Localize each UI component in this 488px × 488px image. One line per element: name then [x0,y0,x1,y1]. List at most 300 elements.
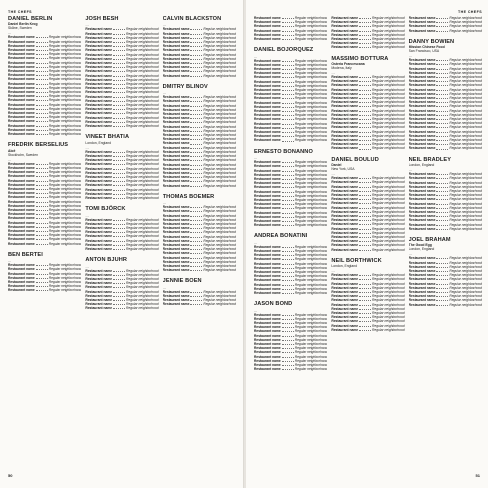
chef-entry [331,16,404,50]
recommendation-type: Regular neighborhood [372,96,405,101]
recommendation-name: Restaurant name [331,176,359,181]
recommendation-name: Restaurant name [162,95,190,100]
recommendation-type: Regular neighborhood [372,188,405,193]
recommendation-type: Regular neighborhood [126,246,159,251]
recommendation-name: Restaurant name [408,285,436,290]
dot-leader [113,226,125,229]
recommendation-type: Regular neighborhood [294,197,328,202]
recommendation-type: Regular neighborhood [126,73,159,78]
dot-leader [113,154,125,157]
dot-leader [359,193,371,196]
recommendation-type: Regular neighborhood [372,37,405,42]
recommendation-type: Regular neighborhood [294,367,328,372]
recommendation-name: Restaurant name [8,279,35,284]
recommendation-type: Regular neighborhood [372,218,405,223]
dot-leader [282,355,294,358]
recommendation-type: Regular neighborhood [294,79,328,84]
recommendation-row [409,29,482,33]
recommendation-name: Restaurant name [8,178,35,183]
recommendation-type: Regular neighborhood [449,16,482,20]
recommendation-type: Regular neighborhood [449,201,482,206]
dot-leader [36,170,48,173]
dot-leader [436,176,448,179]
recommendation-type: Regular neighborhood [126,27,159,32]
chef-description: … [85,264,89,269]
recommendation-type: Regular neighborhood [372,234,405,239]
recommendation-type: Regular neighborhood [48,123,82,128]
recommendation-name: Restaurant name [85,289,113,294]
recommendation-type: Regular neighborhood [449,298,482,303]
recommendation-name: Restaurant name [85,191,113,196]
dot-leader [359,206,371,209]
dot-leader [113,306,125,309]
recommendation-name: Restaurant name [85,183,113,188]
recommendation-type: Regular neighborhood [126,103,159,108]
recommendation-name: Restaurant name [8,106,35,111]
recommendation-name: Restaurant name [8,98,35,103]
recommendation-name: Restaurant name [162,268,190,273]
recommendation-type: Regular neighborhood [372,323,405,328]
recommendation-type: Regular neighborhood [203,95,236,100]
dot-leader [359,243,371,246]
recommendation-name: Restaurant name [408,256,436,261]
dot-leader [436,113,448,116]
recommendation-name: Restaurant name [85,221,113,226]
recommendation-type: Regular neighborhood [449,138,482,143]
running-head-right: THE CHEFS [458,10,482,14]
recommendation-type: Regular neighborhood [203,255,236,260]
dot-leader [359,319,371,322]
dot-leader [282,342,294,345]
recommendation-type: Regular neighborhood [48,52,82,57]
dot-leader [36,191,48,194]
recommendation-name: Restaurant name [331,247,359,252]
recommendation-name: Restaurant name [85,306,113,311]
dot-leader [436,117,448,120]
recommendation-type: Regular neighborhood [449,281,482,286]
recommendation-type: Regular neighborhood [372,79,405,84]
recommendation-type: Regular neighborhood [126,225,159,230]
dot-leader [359,227,371,230]
recommendation-type: Regular neighborhood [126,293,159,298]
dot-leader [190,137,202,140]
recommendation-type: Regular neighborhood [203,133,236,138]
recommendation-name: Restaurant name [254,109,281,114]
dot-leader [36,90,48,93]
dot-leader [436,206,448,209]
dot-leader [36,179,48,182]
recommendation-name: Restaurant name [8,263,35,268]
chef-name: JENNIE BOEN [162,278,202,285]
recommendation-type: Regular neighborhood [372,146,405,151]
dot-leader [359,189,371,192]
recommendation-name: Restaurant name [408,91,436,96]
recommendation-type: Regular neighborhood [48,224,82,229]
recommendation-name: Restaurant name [408,197,436,202]
recommendation-name: Restaurant name [85,119,113,124]
recommendation-type: Regular neighborhood [294,28,328,33]
recommendation-type: Regular neighborhood [203,302,236,307]
recommendation-name: Restaurant name [408,117,436,122]
dot-leader [190,112,202,115]
recommendation-type: Regular neighborhood [449,205,482,210]
dot-leader [36,208,48,211]
recommendation-name: Restaurant name [85,94,113,99]
dot-leader [359,294,371,297]
recommendation-type: Regular neighborhood [449,285,482,290]
recommendation-name: Restaurant name [254,138,281,143]
dot-leader [190,116,202,119]
recommendation-type: Regular neighborhood [48,212,82,217]
recommendation-name: Restaurant name [254,24,281,29]
dot-leader [113,82,125,85]
recommendation-name: Restaurant name [331,96,359,101]
chef-entry [85,206,158,251]
recommendation-type: Regular neighborhood [48,228,82,233]
dot-leader [436,92,448,95]
recommendation-name: Restaurant name [254,274,281,279]
dot-leader [436,265,448,268]
dot-leader [359,298,371,301]
recommendation-type: Regular neighborhood [449,294,482,299]
dot-leader [36,162,48,165]
recommendation-name: Restaurant name [254,71,281,76]
recommendation-name: Restaurant name [254,290,281,295]
recommendation-name: Restaurant name [331,91,359,96]
recommendation-type: Regular neighborhood [294,223,328,228]
recommendation-type: Regular neighborhood [294,358,328,363]
dot-leader [436,181,448,184]
recommendation-name: Restaurant name [254,125,281,130]
recommendation-name: Restaurant name [254,325,281,330]
recommendation-name: Restaurant name [254,321,281,325]
recommendation-type: Regular neighborhood [449,129,482,134]
recommendation-name: Restaurant name [331,20,359,25]
recommendation-name: Restaurant name [8,271,35,276]
dot-leader [359,146,371,149]
recommendation-name: Restaurant name [408,172,436,177]
recommendation-name: Restaurant name [8,288,35,293]
recommendation-name: Restaurant name [8,199,35,204]
dot-leader [113,183,125,186]
chef-name: THOMAS BOEMER [162,193,215,200]
dot-leader [36,124,48,127]
recommendation-type: Regular neighborhood [126,90,159,95]
recommendation-name: Restaurant name [331,298,359,303]
dot-leader [36,128,48,131]
recommendation-name: Restaurant name [8,81,35,86]
recommendation-name: Restaurant name [162,179,190,184]
restaurant-location: Stockholm, Sweden [8,152,38,157]
recommendation-name: Restaurant name [408,75,436,80]
recommendation-type: Regular neighborhood [126,174,159,179]
dot-leader [436,290,448,293]
dot-leader [36,111,48,114]
recommendation-type: Regular neighborhood [203,268,236,273]
dot-leader [113,196,125,199]
recommendation-type: Regular neighborhood [294,312,328,317]
recommendation-type: Regular neighborhood [203,145,236,150]
dot-leader [282,164,294,167]
recommendation-name: Restaurant name [162,298,190,303]
recommendation-row [409,303,482,307]
dot-leader [190,158,202,161]
dot-leader [190,239,202,242]
recommendation-name: Restaurant name [85,195,113,200]
recommendation-type: Regular neighborhood [48,64,82,69]
recommendation-name: Restaurant name [408,302,436,307]
recommendation-name: Restaurant name [254,58,281,63]
recommendation-name: Restaurant name [85,293,113,298]
chef-entry [409,16,482,33]
dot-leader [36,56,48,59]
chef-description: … [8,259,12,264]
recommendation-type: Regular neighborhood [203,209,236,214]
recommendation-name: Restaurant name [331,112,359,117]
dot-leader [359,113,371,116]
recommendation-type: Regular neighborhood [203,242,236,247]
recommendation-type: Regular neighborhood [126,35,159,40]
recommendation-type: Regular neighborhood [48,284,82,289]
recommendation-row [254,367,327,371]
recommendation-row [331,248,404,252]
restaurant-location: London, England [408,247,435,252]
dot-leader [113,171,125,174]
recommendation-type: Regular neighborhood [48,186,82,191]
recommendation-name: Restaurant name [8,60,35,65]
recommendation-type: Regular neighborhood [294,244,328,249]
dot-leader [190,175,202,178]
dot-leader [359,277,371,280]
dot-leader [359,282,371,285]
recommendation-name: Restaurant name [331,323,359,328]
recommendation-name: Restaurant name [254,244,281,249]
recommendation-type: Regular neighborhood [294,253,328,258]
chef-entry [254,16,327,41]
recommendation-name: Restaurant name [85,149,113,154]
recommendation-name: Restaurant name [331,100,359,105]
recommendation-type: Regular neighborhood [126,242,159,247]
recommendation-name: Restaurant name [254,282,281,287]
recommendation-name: Restaurant name [331,24,359,29]
recommendation-type: Regular neighborhood [48,56,82,61]
recommendation-type: Regular neighborhood [294,168,328,173]
dot-leader [282,359,294,362]
recommendation-type: Regular neighborhood [449,96,482,101]
recommendation-type: Regular neighborhood [372,209,405,214]
chef-entry [163,194,236,273]
recommendation-name: Restaurant name [85,242,113,247]
dot-leader [113,162,125,165]
recommendation-type: Regular neighborhood [372,243,405,248]
recommendation-type: Regular neighborhood [372,45,405,50]
recommendation-type: Regular neighborhood [48,69,82,74]
recommendation-name: Restaurant name [254,104,281,109]
recommendation-name: Restaurant name [162,141,190,146]
recommendation-name: Restaurant name [162,293,190,298]
recommendation-name: Restaurant name [331,37,359,42]
recommendation-name: Restaurant name [85,107,113,112]
recommendation-type: Regular neighborhood [48,275,82,280]
recommendation-row [163,184,236,188]
dot-leader [113,40,125,43]
recommendation-name: Restaurant name [162,183,190,188]
recommendation-type: Regular neighborhood [48,165,82,170]
dot-leader [436,146,448,149]
recommendation-name: Restaurant name [162,234,190,239]
restaurant-location: London, England [408,163,435,168]
dot-leader [436,261,448,264]
chef-entry [85,16,158,128]
recommendation-type: Regular neighborhood [372,281,405,286]
recommendation-type: Regular neighborhood [372,142,405,147]
dot-leader [282,109,294,112]
recommendation-row [163,268,236,272]
dot-leader [436,294,448,297]
recommendation-type: Regular neighborhood [372,104,405,109]
recommendation-type: Regular neighborhood [48,288,82,293]
chef-entry [8,16,81,136]
recommendation-name: Restaurant name [85,124,113,129]
dot-leader [190,48,202,51]
dot-leader [113,179,125,182]
restaurant-name: Mission Chinese Food [408,45,445,50]
recommendation-type: Regular neighborhood [372,222,405,227]
recommendation-type: Regular neighborhood [294,58,328,63]
chef-description: … [162,91,167,96]
recommendation-type: Regular neighborhood [48,191,82,196]
dot-leader [190,27,202,30]
recommendation-name: Restaurant name [331,16,359,20]
dot-leader [190,171,202,174]
dot-leader [36,200,48,203]
recommendation-type: Regular neighborhood [449,66,482,71]
recommendation-name: Restaurant name [408,188,436,193]
chef-description: … [408,54,413,59]
recommendation-type: Regular neighborhood [294,62,328,67]
recommendation-name: Restaurant name [162,112,190,117]
recommendation-type: Regular neighborhood [48,279,82,284]
dot-leader [282,37,294,40]
recommendation-name: Restaurant name [85,179,113,184]
dot-leader [36,94,48,97]
recommendation-name: Restaurant name [162,263,190,268]
recommendation-name: Restaurant name [254,197,281,202]
recommendation-type: Regular neighborhood [203,56,236,61]
recommendation-name: Restaurant name [8,132,35,137]
recommendation-name: Restaurant name [331,184,359,189]
chef-entry [8,142,81,245]
recommendation-type: Regular neighborhood [48,127,82,132]
recommendation-type: Regular neighborhood [203,154,236,159]
dot-leader [282,63,294,66]
dot-leader [113,150,125,153]
recommendation-name: Restaurant name [254,79,281,84]
recommendation-name: Restaurant name [331,209,359,214]
dot-leader [113,48,125,51]
recommendation-type: Regular neighborhood [294,214,328,219]
recommendation-name: Restaurant name [331,180,359,185]
recommendation-type: Regular neighborhood [48,195,82,200]
page-number-right: 51 [475,473,480,478]
recommendation-name: Restaurant name [408,58,436,63]
recommendation-row [163,302,236,306]
dot-leader [190,32,202,35]
recommendation-name: Restaurant name [331,188,359,193]
recommendation-name: Restaurant name [162,289,190,294]
dot-leader [359,121,371,124]
recommendation-type: Regular neighborhood [294,181,328,186]
recommendation-name: Restaurant name [408,268,436,273]
recommendation-name: Restaurant name [254,193,281,198]
recommendation-name: Restaurant name [254,181,281,186]
recommendation-type: Regular neighborhood [126,306,159,311]
recommendation-type: Regular neighborhood [203,116,236,121]
right-page [246,0,488,488]
recommendation-type: Regular neighborhood [203,112,236,117]
recommendation-type: Regular neighborhood [372,285,405,290]
recommendation-type: Regular neighborhood [48,111,82,116]
recommendation-name: Restaurant name [85,115,113,120]
recommendation-name: Restaurant name [254,316,281,321]
dot-leader [436,96,448,99]
recommendation-type: Regular neighborhood [126,162,159,167]
recommendation-name: Restaurant name [254,130,281,135]
dot-leader [359,231,371,234]
recommendation-name: Restaurant name [162,242,190,247]
restaurant-location: Skåne, Sweden [8,26,32,31]
recommendation-name: Restaurant name [8,48,35,53]
dot-leader [436,125,448,128]
dot-leader [36,272,48,275]
recommendation-name: Restaurant name [408,260,436,265]
recommendation-name: Restaurant name [162,35,190,40]
dot-leader [36,82,48,85]
dot-leader [190,150,202,153]
recommendation-type: Regular neighborhood [294,269,328,274]
recommendation-name: Restaurant name [8,203,35,208]
recommendation-name: Restaurant name [8,119,35,124]
recommendation-type: Regular neighborhood [449,133,482,138]
recommendation-name: Restaurant name [162,251,190,256]
recommendation-name: Restaurant name [254,333,281,338]
recommendation-name: Restaurant name [162,44,190,49]
recommendation-name: Restaurant name [8,102,35,107]
dot-leader [36,115,48,118]
recommendation-name: Restaurant name [85,27,113,32]
dot-leader [282,198,294,201]
recommendation-name: Restaurant name [162,48,190,53]
restaurant-location: Modena, Italy [331,66,352,71]
chef-description: … [331,71,335,76]
recommendation-type: Regular neighborhood [372,91,405,96]
dot-leader [282,219,294,222]
recommendation-type: Regular neighborhood [372,16,405,20]
dot-leader [359,222,371,225]
dot-leader [36,86,48,89]
recommendation-type: Regular neighborhood [126,52,159,57]
recommendation-name: Restaurant name [408,180,436,185]
recommendation-name: Restaurant name [85,77,113,82]
dot-leader [359,117,371,120]
recommendation-name: Restaurant name [331,327,359,332]
recommendation-name: Restaurant name [254,168,281,173]
recommendation-type: Regular neighborhood [372,32,405,37]
dot-leader [113,158,125,161]
recommendation-type: Regular neighborhood [294,337,328,342]
recommendation-row [331,328,404,332]
recommendation-row [8,242,81,246]
